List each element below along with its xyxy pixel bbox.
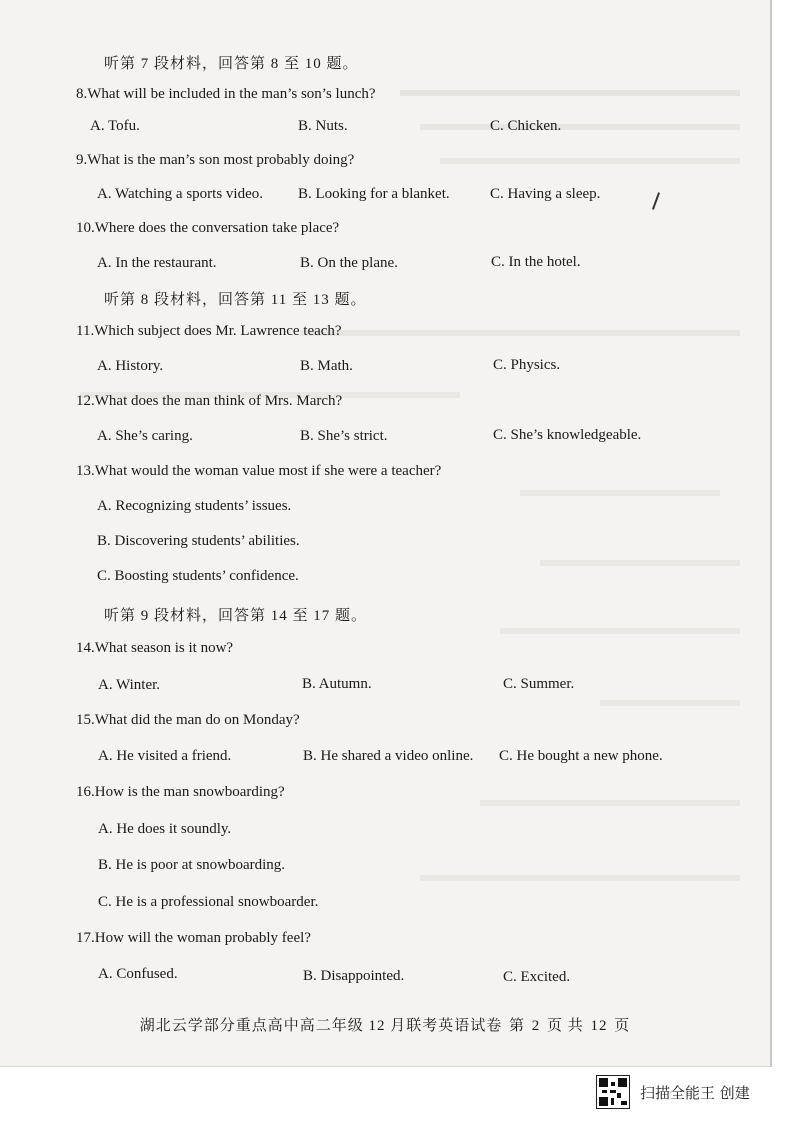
question-17-stem: 17.How will the woman probably feel? [76,930,311,946]
footer-page-prefix: 第 [508,1018,525,1034]
question-15-option-c: C. He bought a new phone. [499,748,663,764]
question-12-stem: 12.What does the man think of Mrs. March? [76,393,343,409]
scanner-watermark [596,1074,750,1110]
question-9-option-c: C. Having a sleep. [490,186,601,202]
question-10-option-b: B. On the plane. [300,255,398,271]
question-11-option-c: C. Physics. [493,357,561,373]
bleed-through-text [600,700,740,706]
question-10-option-c: C. In the hotel. [491,254,581,270]
question-15-option-a: A. He visited a friend. [98,748,232,764]
question-14-option-b: B. Autumn. [302,676,372,692]
bleed-through-text [400,90,740,96]
question-12-option-a: A. She’s caring. [97,428,193,444]
question-8-option-b: B. Nuts. [298,118,348,134]
section-heading-9: 听第 9 段材料，回答第 14 至 17 题。 [104,608,368,624]
question-14-option-a: A. Winter. [98,677,161,693]
footer-page-number: 2 [531,1018,541,1034]
question-14-stem: 14.What season is it now? [76,640,234,656]
question-10-option-a: A. In the restaurant. [97,255,217,271]
question-8-option-a: A. Tofu. [90,118,140,134]
question-9-option-a: A. Watching a sports video. [97,186,263,202]
question-13-option-a: A. Recognizing students’ issues. [97,498,292,514]
question-17-option-b: B. Disappointed. [303,968,405,984]
question-11-stem: 11.Which subject does Mr. Lawrence teach? [76,323,342,339]
question-14-option-c: C. Summer. [503,676,575,692]
question-17-option-a: A. Confused. [98,966,178,982]
footer-page-mid: 页 共 [547,1018,584,1034]
bleed-through-text [500,628,740,634]
section-heading-7: 听第 7 段材料，回答第 8 至 10 题。 [104,56,359,72]
bleed-through-text: ᅟ [560,52,574,67]
question-15-stem: 15.What did the man do on Monday? [76,712,300,728]
footer-page-suffix: 页 [614,1018,631,1034]
bleed-through-text [420,124,740,130]
footer-total-pages: 12 [590,1018,608,1034]
pen-mark [652,192,660,210]
question-16-option-c: C. He is a professional snowboarder. [98,894,319,910]
question-17-option-c: C. Excited. [503,969,571,985]
question-13-option-c: C. Boosting students’ confidence. [97,568,299,584]
section-heading-8: 听第 8 段材料，回答第 11 至 13 题。 [104,292,367,308]
watermark-text: 扫描全能王 创建 [640,1083,750,1102]
question-9-stem: 9.What is the man’s son most probably doing? [76,152,355,168]
question-15-option-b: B. He shared a video online. [303,748,474,764]
question-12-option-b: B. She’s strict. [300,428,388,444]
bleed-through-text [520,490,720,496]
footer-title: 湖北云学部分重点高中高二年级 12 月联考英语试卷 [139,1018,503,1034]
qr-code-icon [596,1075,630,1109]
question-13-stem: 13.What would the woman value most if she were a teacher? [76,463,442,479]
question-13-option-b: B. Discovering students’ abilities. [97,533,300,549]
bleed-through-text [300,330,740,336]
question-16-option-a: A. He does it soundly. [98,821,232,837]
page-footer [0,1014,770,1035]
bleed-through-text [420,875,740,881]
question-10-stem: 10.Where does the conversation take place? [76,220,340,236]
question-12-option-c: C. She’s knowledgeable. [493,427,642,443]
question-11-option-a: A. History. [97,358,164,374]
question-16-option-b: B. He is poor at snowboarding. [98,857,286,873]
question-8-option-c: C. Chicken. [490,118,562,134]
bleed-through-text [540,560,740,566]
question-9-option-b: B. Looking for a blanket. [298,186,450,202]
question-16-stem: 16.How is the man snowboarding? [76,784,285,800]
question-11-option-b: B. Math. [300,358,353,374]
question-8-stem: 8.What will be included in the man’s son’s lunch? [76,86,376,102]
bleed-through-text [480,800,740,806]
bleed-through-text [440,158,740,164]
